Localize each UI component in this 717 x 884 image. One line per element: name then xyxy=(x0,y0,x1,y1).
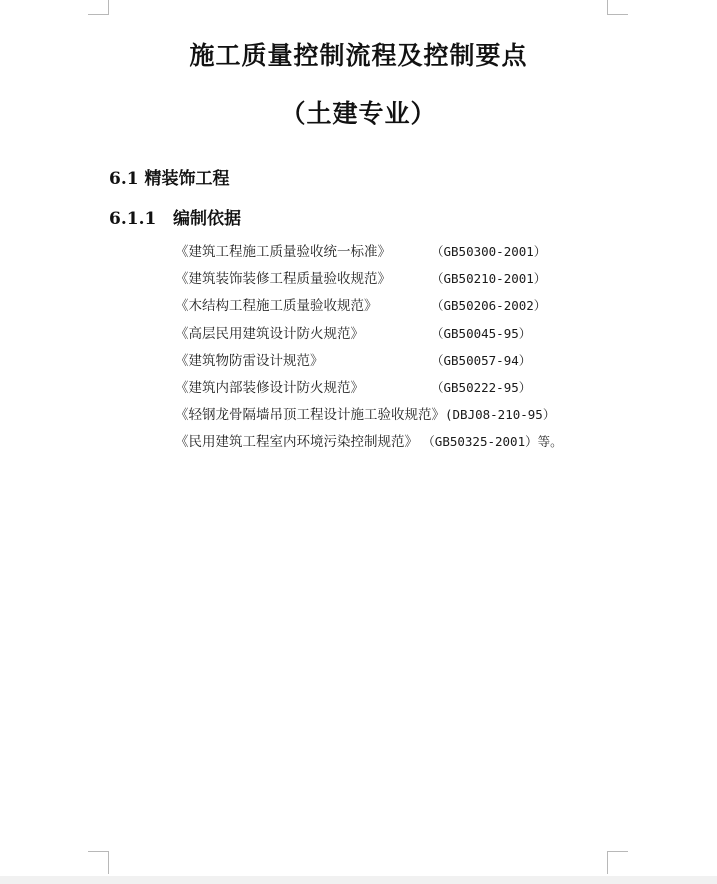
reference-code: （GB50222-95） xyxy=(431,379,532,395)
reference-code: （GB50210-2001） xyxy=(431,271,547,287)
section-number: 6.1 xyxy=(109,169,139,189)
reference-item xyxy=(175,431,563,458)
crop-mark-bottom-right xyxy=(607,851,628,874)
reference-code: （GB50300-2001） xyxy=(431,244,547,259)
crop-mark-bottom-left xyxy=(88,851,109,874)
reference-item xyxy=(175,241,563,268)
reference-name: 《建筑内部装修设计防火规范》 xyxy=(175,379,364,396)
reference-name: 《木结构工程施工质量验收规范》 xyxy=(175,298,378,315)
reference-name: 《建筑工程施工质量验收统一标准》 xyxy=(175,244,391,260)
crop-mark-top-right xyxy=(607,0,628,15)
reference-item xyxy=(175,377,563,404)
reference-code: （GB50045-95） xyxy=(431,325,532,341)
reference-list xyxy=(175,241,563,459)
reference-name: 《高层民用建筑设计防火规范》 xyxy=(175,325,364,342)
reference-name: 《建筑物防雷设计规范》 xyxy=(175,352,324,369)
subsection-label: 编制依据 xyxy=(173,209,241,229)
subsection-number: 6.1.1 xyxy=(109,209,157,229)
reference-code: (DBJ08-210-95） xyxy=(445,407,556,423)
section-heading xyxy=(109,164,230,189)
reference-code: （GB50325-2001）等。 xyxy=(422,434,563,450)
section-label: 精装饰工程 xyxy=(144,169,230,189)
document-title: 施工质量控制流程及控制要点 xyxy=(189,41,528,70)
document-subtitle: （土建专业） xyxy=(280,99,437,128)
reference-item xyxy=(175,350,563,377)
page-bottom-edge xyxy=(0,876,717,884)
reference-item xyxy=(175,323,563,350)
reference-name: 《民用建筑工程室内环境污染控制规范》 xyxy=(175,434,418,451)
subsection-heading xyxy=(109,204,241,229)
reference-code: （GB50057-94） xyxy=(431,352,532,368)
reference-name: 《轻钢龙骨隔墙吊顶工程设计施工验收规范》 xyxy=(175,407,445,424)
reference-item xyxy=(175,404,563,431)
crop-mark-top-left xyxy=(88,0,109,15)
reference-item xyxy=(175,295,563,322)
reference-name: 《建筑装饰装修工程质量验收规范》 xyxy=(175,271,391,288)
reference-item xyxy=(175,268,563,295)
reference-code: （GB50206-2002） xyxy=(431,298,547,314)
